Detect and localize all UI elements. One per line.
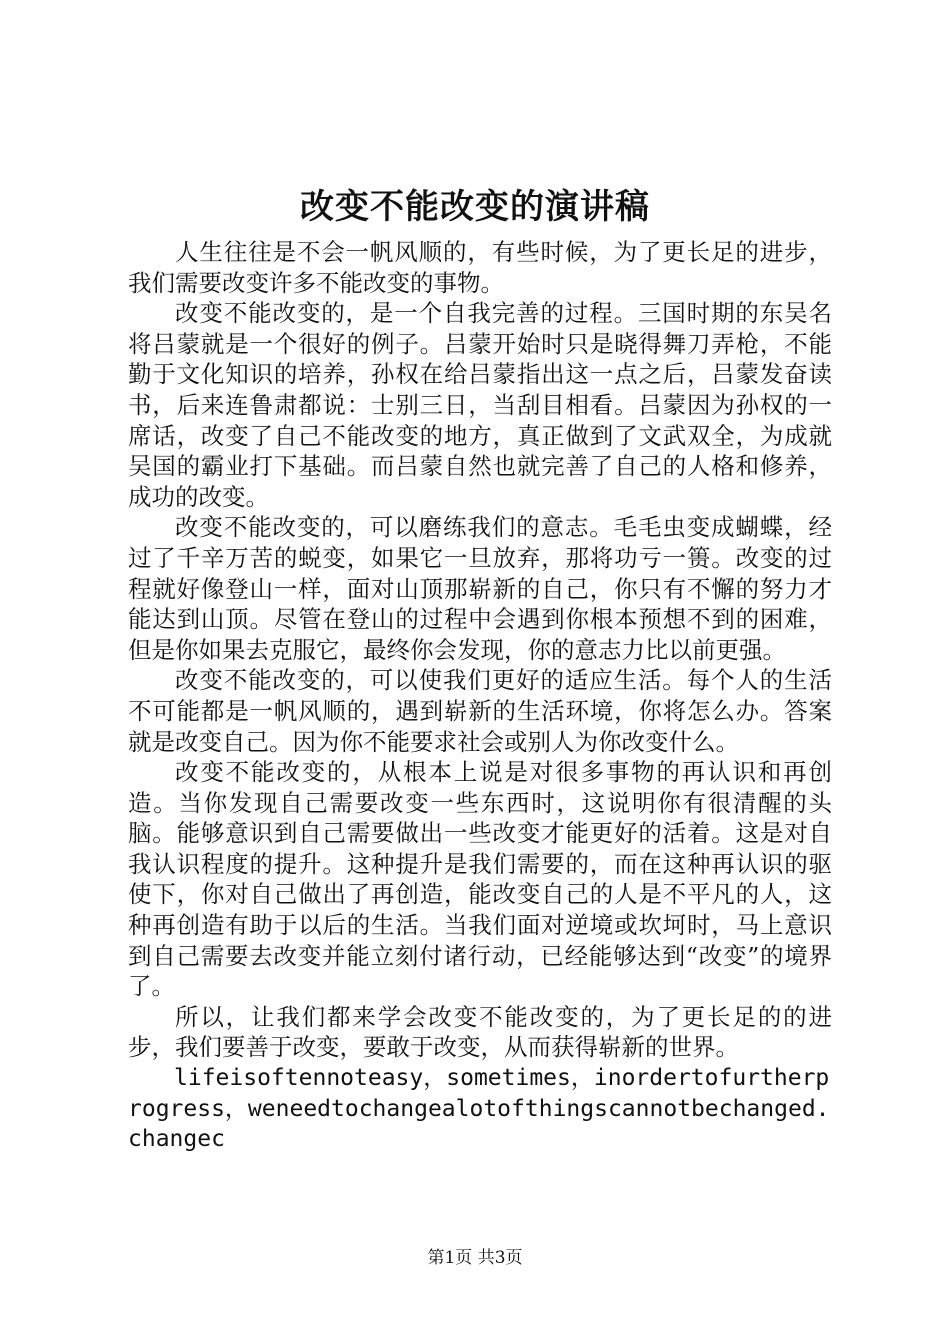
paragraph-1: 人生往往是不会一帆风顺的，有些时候，为了更长足的进步，我们需要改变许多不能改变的事物。 <box>128 238 832 297</box>
page-footer: 第1页 共3页 <box>427 1248 523 1268</box>
paragraph-2: 改变不能改变的，是一个自我完善的过程。三国时期的东吴名将吕蒙就是一个很好的例子。吕蒙开始时只是晓得舞刀弄枪，不能勤于文化知识的培养，孙权在给吕蒙指出这一点之后，吕蒙发奋读书，后来连鲁肃都说：士别三日，当刮目相看。吕蒙因为孙权的一席话，改变了自己不能改变的地方，真正做到了文武双全，为成就吴国的霸业打下基础。而吕蒙自然也就完善了自己的人格和修养，成功的改变。 <box>128 299 832 511</box>
paragraph-english: lifeisoftennoteasy，sometimes，inordertofurtherprogress，weneedtochangealotofthingscannotbechanged.changec <box>128 1065 830 1153</box>
paragraph-3: 改变不能改变的，可以磨练我们的意志。毛毛虫变成蝴蝶，经过了千辛万苦的蜕变，如果它一旦放弃，那将功亏一篑。改变的过程就好像登山一样，面对山顶那崭新的自己，你只有不懈的努力才能达到山顶。尽管在登山的过程中会遇到你根本预想不到的困难，但是你如果去克服它，最终你会发现，你的意志力比以前更强。 <box>128 513 832 664</box>
paragraph-5: 改变不能改变的，从根本上说是对很多事物的再认识和再创造。当你发现自己需要改变一些东西时，这说明你有很清醒的头脑。能够意识到自己需要做出一些改变才能更好的活着。这是对自我认识程度的提升。这种提升是我们需要的，而在这种再认识的驱使下，你对自己做出了再创造，能改变自己的人是不平凡的人，这种再创造有助于以后的生活。当我们面对逆境或坎坷时，马上意识到自己需要去改变并能立刻付诸行动，已经能够达到“改变”的境界了。 <box>128 758 832 1001</box>
paragraph-4: 改变不能改变的，可以使我们更好的适应生活。每个人的生活不可能都是一帆风顺的，遇到崭新的生活环境，你将怎么办。答案就是改变自己。因为你不能要求社会或别人为你改变什么。 <box>128 666 832 756</box>
document-body <box>128 237 832 1155</box>
document-title: 改变不能改变的演讲稿 <box>300 187 650 227</box>
paragraph-6: 所以，让我们都来学会改变不能改变的，为了更长足的的进步，我们要善于改变，要敢于改变，从而获得崭新的世界。 <box>128 1002 832 1062</box>
